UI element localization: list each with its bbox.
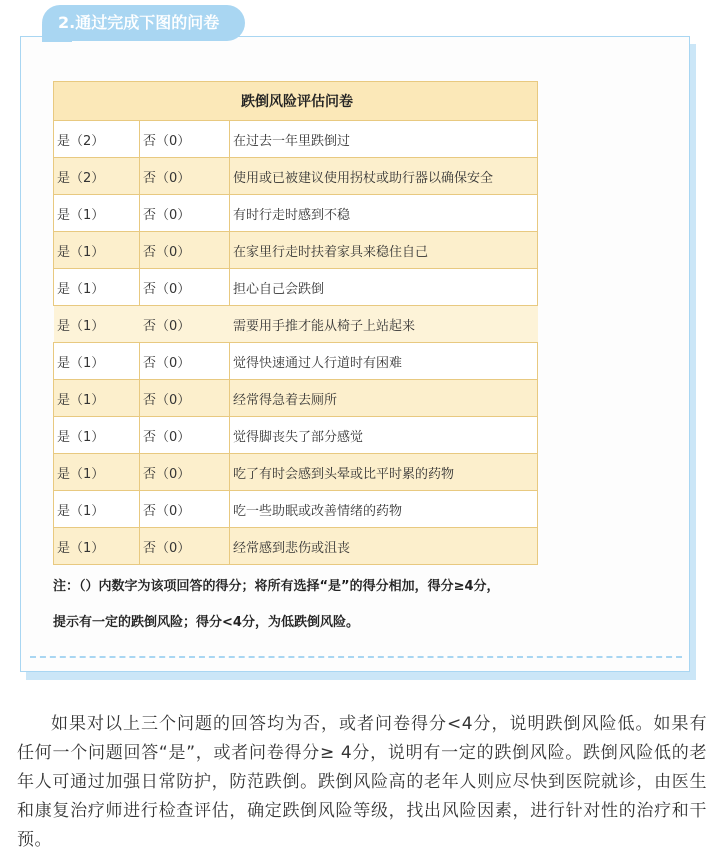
yes-score-cell: 是（1）: [54, 269, 140, 306]
no-score-cell: 否（0）: [140, 158, 230, 195]
no-score-cell: 否（0）: [140, 306, 230, 343]
question-cell: 经常得急着去厕所: [230, 380, 538, 417]
no-score-cell: 否（0）: [140, 454, 230, 491]
yes-score-cell: 是（1）: [54, 528, 140, 565]
table-row: [54, 528, 538, 565]
no-score-cell: 否（0）: [140, 195, 230, 232]
table-row: [54, 454, 538, 491]
no-score-cell: 否（0）: [140, 269, 230, 306]
yes-score-cell: 是（1）: [54, 454, 140, 491]
table-row: [54, 417, 538, 454]
table-row: [54, 306, 538, 343]
table-row: [54, 380, 538, 417]
table-row: [54, 121, 538, 158]
table-body: [54, 121, 538, 565]
table-row: [54, 269, 538, 306]
section-title: 2.通过完成下图的问卷: [42, 5, 245, 41]
body-paragraph: 如果对以上三个问题的回答均为否，或者问卷得分<4分，说明跌倒风险低。如果有任何一个问题回答“是”，或者问卷得分≥ 4分，说明有一定的跌倒风险。跌倒风险低的老年人可通过加强日常防护，防范跌倒。跌倒风险高的老年人则应尽快到医院就诊，由医生和康复治疗师进行检查评估，确定跌倒风险等级，找出风险因素，进行针对性的治疗和干预。: [17, 714, 707, 850]
note-line-1: 注：（）内数字为该项回答的得分；将所有选择“是”的得分相加，得分≥4分，: [53, 579, 500, 594]
no-score-cell: 否（0）: [140, 121, 230, 158]
question-cell: 觉得快速通过人行道时有困难: [230, 343, 538, 380]
note-line-2: 提示有一定的跌倒风险；得分<4分，为低跌倒风险。: [53, 615, 359, 630]
question-cell: 使用或已被建议使用拐杖或助行器以确保安全: [230, 158, 538, 195]
no-score-cell: 否（0）: [140, 380, 230, 417]
question-cell: 担心自己会跌倒: [230, 269, 538, 306]
question-cell: 觉得脚丧失了部分感觉: [230, 417, 538, 454]
question-cell: 在过去一年里跌倒过: [230, 121, 538, 158]
no-score-cell: 否（0）: [140, 528, 230, 565]
yes-score-cell: 是（1）: [54, 380, 140, 417]
yes-score-cell: 是（1）: [54, 417, 140, 454]
fall-risk-questionnaire-table: [53, 81, 538, 565]
yes-score-cell: 是（1）: [54, 343, 140, 380]
yes-score-cell: 是（1）: [54, 195, 140, 232]
table-row: [54, 491, 538, 528]
no-score-cell: 否（0）: [140, 417, 230, 454]
yes-score-cell: 是（1）: [54, 306, 140, 343]
question-cell: 需要用手推才能从椅子上站起来: [230, 306, 538, 343]
dashed-divider: [30, 656, 682, 658]
yes-score-cell: 是（2）: [54, 158, 140, 195]
no-score-cell: 否（0）: [140, 343, 230, 380]
question-cell: 经常感到悲伤或沮丧: [230, 528, 538, 565]
question-cell: 吃一些助眠或改善情绪的药物: [230, 491, 538, 528]
yes-score-cell: 是（1）: [54, 491, 140, 528]
table-row: [54, 158, 538, 195]
no-score-cell: 否（0）: [140, 491, 230, 528]
question-cell: 有时行走时感到不稳: [230, 195, 538, 232]
question-cell: 在家里行走时扶着家具来稳住自己: [230, 232, 538, 269]
table-row: [54, 232, 538, 269]
table-row: [54, 195, 538, 232]
table-title: 跌倒风险评估问卷: [54, 82, 538, 121]
yes-score-cell: 是（2）: [54, 121, 140, 158]
no-score-cell: 否（0）: [140, 232, 230, 269]
question-cell: 吃了有时会感到头晕或比平时累的药物: [230, 454, 538, 491]
yes-score-cell: 是（1）: [54, 232, 140, 269]
table-row: [54, 343, 538, 380]
